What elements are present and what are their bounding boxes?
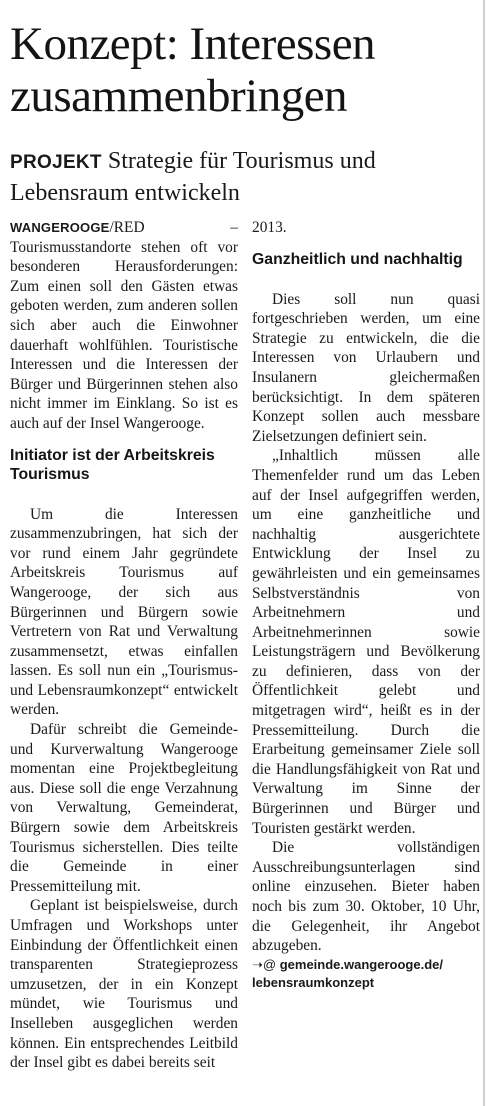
source-link[interactable] (252, 956, 480, 992)
page-edge-rule (483, 0, 485, 1106)
dateline-suffix: /RED – (109, 219, 238, 236)
lead-paragraph (10, 218, 238, 434)
body-paragraph: Dafür schreibt die Gemeinde- und Kurverwaltung Wangerooge momentan eine Projektbegleitung aus. Diese soll die enge Verzahnung von Verwaltung, Gemeinderat, Bürgern sowie dem Arbeitskreis Tourismus sicherstellen. Dies teilte die Gemeinde in einer Pressemitteilung mit. (10, 721, 238, 895)
body-paragraph: Um die Interessen zusammenzubringen, hat sich der vor rund einem Jahr gegründete Arbeitskreis Tourismus auf Wangerooge, der sich aus Bürgerinnen und Bürgern sowie Vertretern von Rat und Verwaltung zusammensetzt, etwas einfallen lassen. Es soll nun ein „Tourismus- und Lebensraumkonzept“ entwickelt werden. (10, 505, 238, 719)
body-paragraph: Die vollständigen Ausschreibungsunterlagen sind online einzusehen. Bieter haben noch bis zum 30. Oktober, 10 Uhr, die Gelegenheit, ihr Angebot abzugeben. (252, 839, 480, 955)
body-paragraph-continued: 2013. (252, 219, 287, 236)
dateline: WANGEROOGE (10, 220, 110, 235)
lead-text: Tourismusstandorte stehen oft vor besonderen Herausforderungen: Zum einen soll den Gästen etwas geboten werden, zum anderen sollen sich aber auch die Einwohner dauerhaft wohlfühlen. Touristische Interessen und die Interessen der Bürger und Bürgerinnen stehen also nicht immer im Einklang. So ist es auch auf der Insel Wangerooge. (10, 238, 238, 432)
column-right (252, 218, 480, 992)
section-heading-initiator: Initiator ist der Arbeitskreis Tourismus (10, 446, 215, 483)
arrow-at-icon: ➝@ (252, 956, 277, 972)
body-paragraph: Dies soll nun quasi fortgeschrieben werden, um eine Strategie zu entwickeln, die die Interessen von Urlaubern und Insulanern gleichermaßen berücksichtigt. In dem späteren Konzept sollen auch messbare Zielsetzungen definiert sein. (252, 290, 480, 445)
link-url-part-1[interactable]: gemeinde.wangerooge.de/ (279, 956, 443, 972)
section-heading-ganzheitlich: Ganzheitlich und nachhaltig (252, 250, 463, 268)
headline: Konzept: Interessen zusammenbringen (10, 18, 376, 122)
body-paragraph: Geplant ist beispielsweise, durch Umfragen und Workshops unter Einbindung der Öffentlichkeit einen transparenten Strategieprozess umzusetzen, der in ein Konzept mündet, wie Tourismus und Inselleben ausgeglichen werden können. Ein entsprechendes Leitbild der Insel gibt es dabei bereits seit (10, 897, 238, 1072)
column-left (10, 218, 238, 1073)
link-url-part-2[interactable]: lebensraumkonzept (252, 974, 375, 990)
body-paragraph: „Inhaltlich müssen alle Themenfelder rund um das Leben auf der Insel aufgegriffen werden, um eine ganzheitliche und nachhaltig ausgerichtete Entwicklung der Insel zu gewährleisten und ein gemeinsames Selbstverständnis von Arbeitnehmern und Arbeitnehmerinnen sowie Leistungsträgern und Bevölkerung zu definieren, dass von der Öffentlichkeit gelebt und mitgetragen wird“, heißt es in der Pressemitteilung. Durch die Erarbeitung gemeinsamer Ziele soll die Handlungsfähigkeit von Rat und Verwaltung im Sinne der Bürgerinnen und Bürger und Touristen gestärkt werden. (252, 447, 480, 837)
subheadline-text: Strategie für Tourismus und Lebensraum entwickeln (10, 148, 376, 206)
subheadline (10, 146, 480, 208)
subheadline-kicker: PROJEKT (10, 152, 102, 173)
